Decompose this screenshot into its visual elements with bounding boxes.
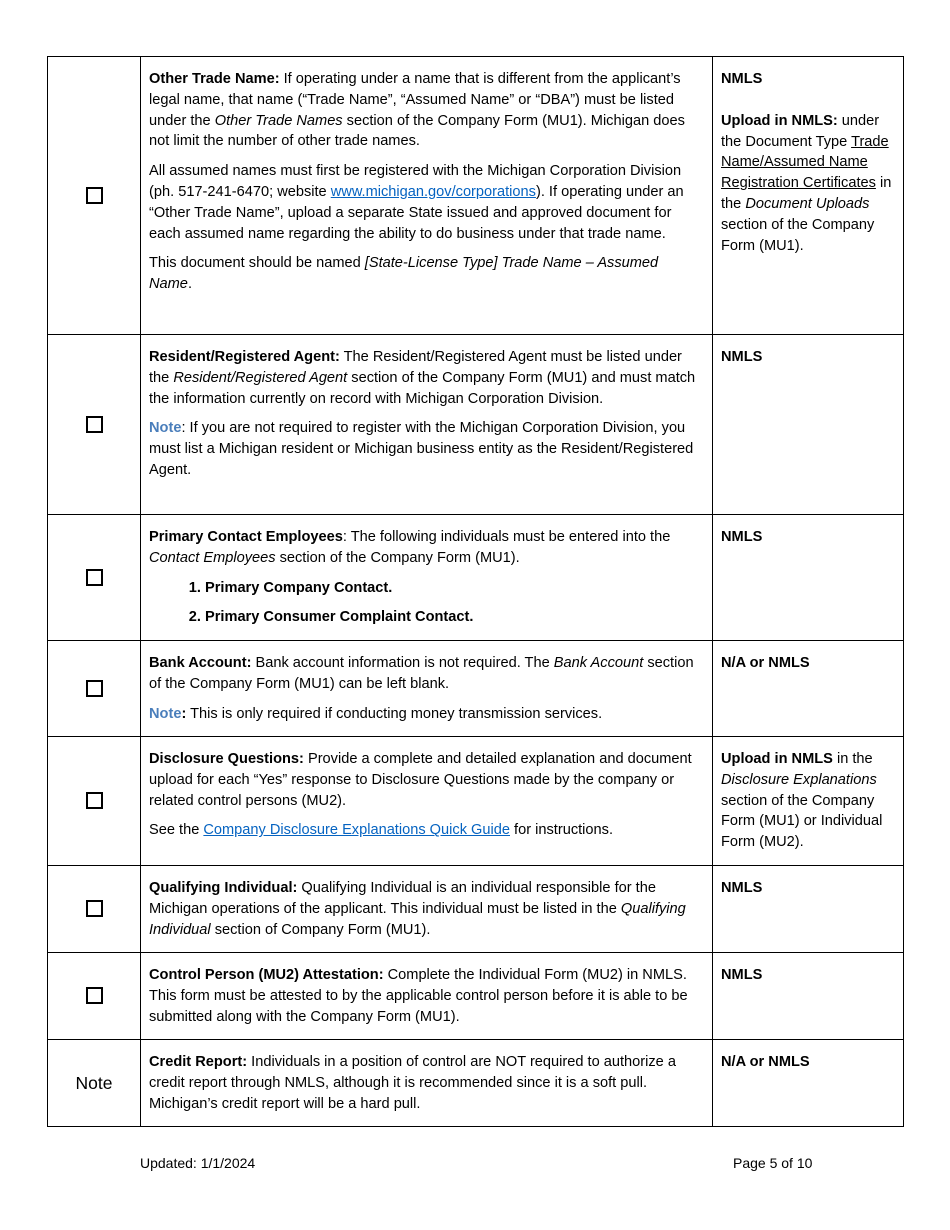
source-label: NMLS [721, 880, 763, 896]
description-cell: Disclosure Questions: Provide a complete and detailed explanation and document upload for each “Yes” response to Disclosure Questions made by the company or related control persons (MU2). See the Company Disclosure Explanations Quick Guide for instructions. [141, 737, 713, 866]
checkbox[interactable] [86, 987, 103, 1004]
footer-updated: Updated: 1/1/2024 [140, 1155, 256, 1171]
status-cell [48, 1040, 141, 1127]
checkbox[interactable] [86, 680, 103, 697]
source-label: N/A or NMLS [721, 1054, 810, 1070]
table-row [48, 641, 904, 737]
list-item: 1. Primary Company Contact. [205, 578, 704, 599]
source-cell [713, 953, 904, 1040]
table-row [48, 515, 904, 641]
source-cell [713, 335, 904, 515]
row-title: Resident/Registered Agent: [149, 349, 340, 365]
table-row [48, 737, 904, 866]
source-cell: NMLS Upload in NMLS: under the Document Type Trade Name/Assumed Name Registration Certificates in the Document Uploads section of the Company Form (MU1). [713, 57, 904, 335]
source-label: NMLS [721, 349, 763, 365]
row-title: Credit Report: [149, 1054, 248, 1070]
source-label: N/A or NMLS [721, 655, 810, 671]
footer-page-number: Page 5 of 10 [733, 1155, 813, 1171]
source-label: Upload in NMLS [721, 751, 833, 767]
row-title: Bank Account: [149, 655, 252, 671]
requirements-table [47, 56, 904, 1127]
description-cell: Qualifying Individual: Qualifying Individual is an individual responsible for the Michigan operations of the applicant. This individual must be listed in the Qualifying Individual section of Company Form (MU1). [141, 866, 713, 953]
table-row [48, 953, 904, 1040]
row-title: Qualifying Individual: [149, 880, 298, 896]
description-cell: Other Trade Name: If operating under a name that is different from the applicant’s legal name, that name (“Trade Name”, “Assumed Name” or “DBA”) must be listed under the Other Trade Names section of the Company Form (MU1). Michigan does not limit the number of other trade names. All assumed names must first be registered with the Michigan Corporation Division (ph. 517-241-6470; website www.michigan.gov/corporations). If operating under an “Other Trade Name”, upload a separate State issued and approved document for each assumed name regarding the ability to do business under that trade name. This document should be named [State-License Type] Trade Name – Assumed Name. [141, 57, 713, 335]
checkbox[interactable] [86, 900, 103, 917]
note-label: Note [149, 420, 182, 437]
note-label: Note [149, 705, 182, 722]
table-row [48, 57, 904, 335]
checkbox[interactable] [86, 792, 103, 809]
checkbox[interactable] [86, 416, 103, 433]
contact-list [149, 578, 704, 629]
note-status-label: Note [75, 1072, 113, 1093]
table-row [48, 866, 904, 953]
source-cell [713, 866, 904, 953]
source-cell [713, 641, 904, 737]
status-cell [48, 335, 141, 515]
row-title: Primary Contact Employees [149, 529, 343, 545]
source-cell: Upload in NMLS in the Disclosure Explanations section of the Company Form (MU1) or Individual Form (MU2). [713, 737, 904, 866]
status-cell [48, 737, 141, 866]
status-cell [48, 866, 141, 953]
description-cell: Resident/Registered Agent: The Resident/Registered Agent must be listed under the Resident/Registered Agent section of the Company Form (MU1) and must match the information currently on record with Michigan Corporation Division. Note: If you are not required to register with the Michigan Corporation Division, you must list a Michigan resident or Michigan business entity as the Resident/Registered Agent. [141, 335, 713, 515]
checkbox[interactable] [86, 187, 103, 204]
corporations-link[interactable]: www.michigan.gov/corporations [330, 183, 536, 200]
description-cell: Primary Contact Employees: The following individuals must be entered into the Contact Employees section of the Company Form (MU1). 1. Primary Company Contact. 2. Primary Consumer Complaint Contact. [141, 515, 713, 641]
status-cell [48, 953, 141, 1040]
table-row [48, 335, 904, 515]
row-title: Control Person (MU2) Attestation: [149, 967, 384, 983]
description-cell: Credit Report: Individuals in a position of control are NOT required to authorize a credit report through NMLS, although it is recommended since it is a soft pull. Michigan’s credit report will be a hard pull. [141, 1040, 713, 1127]
list-item: 2. Primary Consumer Complaint Contact. [205, 607, 704, 628]
table-row [48, 1040, 904, 1127]
description-cell: Control Person (MU2) Attestation: Complete the Individual Form (MU2) in NMLS. This form must be attested to by the applicable control person before it is able to be submitted along with the Company Form (MU1). [141, 953, 713, 1040]
source-cell [713, 515, 904, 641]
source-label: NMLS [721, 529, 763, 545]
row-title: Disclosure Questions: [149, 751, 304, 767]
checkbox[interactable] [86, 569, 103, 586]
status-cell [48, 515, 141, 641]
status-cell [48, 57, 141, 335]
status-cell [48, 641, 141, 737]
row-title: Other Trade Name: [149, 71, 280, 87]
description-cell: Bank Account: Bank account information is not required. The Bank Account section of the Company Form (MU1) can be left blank. Note: This is only required if conducting money transmission services. [141, 641, 713, 737]
quick-guide-link[interactable]: Company Disclosure Explanations Quick Guide [203, 822, 510, 839]
source-label: NMLS [721, 967, 763, 983]
source-cell [713, 1040, 904, 1127]
source-label: NMLS [721, 71, 763, 87]
